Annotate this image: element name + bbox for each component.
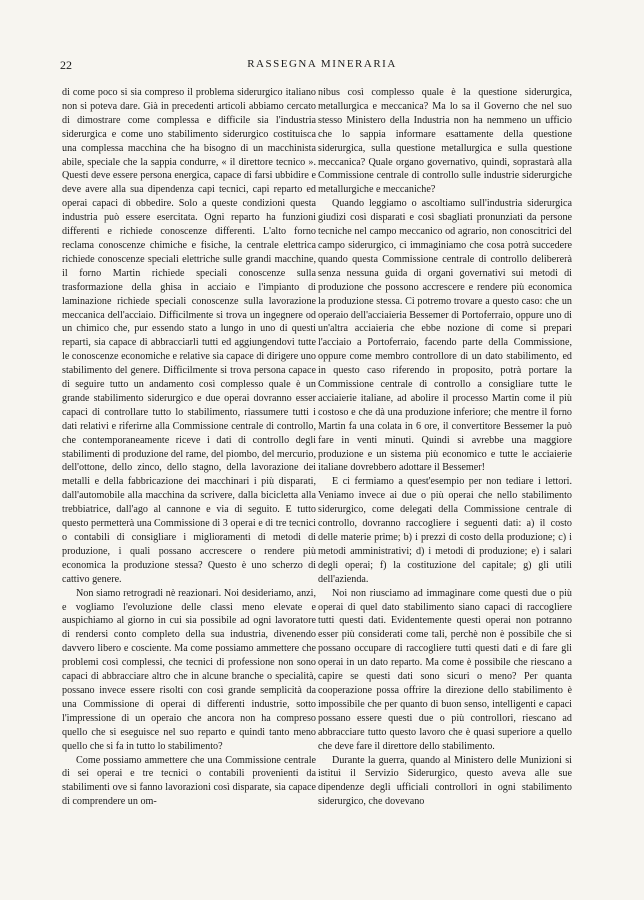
page-number: 22 [60, 58, 72, 72]
paragraph: Come possiamo ammettere che una Commissione centrale di sei operai e tre tecnici o contabili provenienti da stabilimenti ove si fanno lavorazioni così disparate, sia capace di comprendere un om- [62, 754, 316, 808]
paragraph: E ci fermiamo a quest'esempio per non tediare i lettori. Veniamo invece ai due o più operai che nello stabilimento siderurgico, come delegati della Commissione centrale di controllo, dovranno raccogliere i seguenti dati: a) il costo delle materie prime; b) i prezzi di costo della produzione; c) i metodi amministrativi; d) i metodi di produzione; e) i salari degli operai; f) la costituzione del capitale; g) gli utili dell'azienda. [318, 476, 572, 585]
paragraph: Noi non riusciamo ad immaginare come questi due o più operai di quel dato stabilimento siano capaci di raccogliere tutti questi dati. Evidentemente questi operai non potranno esser più considerati come tali, perchè non è possibile che si possano occupare di raccogliere tutti questi dati e di fare gli operai in un dato reparto. Ma come è possibile che riescano a capire se questi dati sono sicuri o meno? Per quanta cooperazione possa offrire la direzione dello stabilimento è impossibile che per quanto di buon senso, intelligenti e capaci possano essere questi due o più controllori, riescano ad abbracciare tutto questo lavoro che è quasi superiore a quello che deve fare il direttore dello stabilimento. [318, 587, 572, 752]
paragraph: nibus così complesso quale è la questione siderurgica, metallurgica e meccanica? Ma lo sa il Governo che nel suo stesso Ministero della Industria non ha nemmeno un ufficio che lo sappia informare esattamente della questione siderurgica, sulla questione metallurgica e sulla questione meccanica? Quale organo governativo, quindi, soprastarà alla Commissione centrale di controllo sulle industrie siderurgiche metallurgiche e meccaniche? [318, 87, 572, 196]
paragraph: di come poco si sia compreso il problema siderurgico italiano non si poteva dare. Già in precedenti articoli abbiamo cercato di dimostrare come complessa e difficile sia l'industria siderurgica e come uno stabilimento siderurgico costituisca una complessa macchina che ha bisogno di un macchinista abile, speciale che la sappia condurre, « il direttore tecnico ». Questi deve essere persona energica, capace di farsi ubbidire e deve avere alla sua dipendenza capi tecnici, capi reparto ed operai capaci di obbedire. Solo a queste condizioni questa industria può essere esercitata. Ogni reparto ha funzioni differenti e richiede conoscenze differenti. L'alto forno reclama conoscenze chimiche e fisiche, la centrale elettrica richiede conoscenze speciali elettriche sulle grandi macchine, il forno Martin richiede speciali conoscenze sulla trasformazione della ghisa in acciaio e l'impianto di laminazione richiede speciali conoscenze sulla lavorazione meccanica dell'acciaio. Difficilmente si trova un ingegnere od un chimico che, pur essendo stato a lungo in uno di questi reparti, sia capace di abbracciarli tutti ed aggiungendovi tutte le conoscenze economiche e relative sia capace di dirigere uno stabilimento del genere. Difficilmente si trova persona capace di seguire tutto un andamento così complesso quale è un grande stabilimento siderurgico e due operai dovranno esser capaci di controllare tutto lo stabilimento, riassumere tutti i dati relativi e riferirne alla Commissione centrale di controllo, che contemporaneamente riceve i dati di controllo degli stabilimenti di produzione del rame, del piombo, del mercurio, dell'ottone, dello zinco, dello stagno, della lavorazione dei metalli e della fabbricazione dei macchinari i più disparati, dall'automobile alla macchina da scrivere, dalla bicicletta alla trebbiatrice, dall'ago al cannone e via di seguito. E tutto questo permetterà una Commissione di 3 operai e di tre tecnici o contabili di consigliare i miglioramenti di metodi di produzione, i quali possano accrescere o rendere più economica la produzione stessa? Questo è uno scherzo di cattivo genere. [62, 87, 316, 585]
right-column [318, 86, 572, 809]
paragraph: Quando leggiamo o ascoltiamo sull'industria siderurgica giudizi così disparati e così sbagliati pronunziati da persone tecniche nel campo meccanico od agrario, non conoscitrici del campo siderurgico, ci immaginiamo che cosa potrà succedere quando questa Commissione centrale di controllo delibererà senza nessuna guida di organi governativi sui metodi di produzione che possono accrescere e rendere più economica la produzione stessa. Ci potremo trovare a questo caso: che un operaio dell'acciaieria Bessemer di Portoferraio, oppure uno di un'altra acciaieria che ebbe nozione di come si prepari l'acciaio a Portoferraio, facendo parte della Commissione, oppure come membro controllore di un dato stabilimento, ed in questo caso riferendo in proposito, potrà portare la Commissione centrale di controllo a consigliare tutte le acciaierie italiane, ad abolire il processo Martin come il più costoso e che dà una produzione inferiore; che mentre il forno Martin fa una colata in 6 ore, il convertitore Bessemer la può fare in venti minuti. Quindi si avrebbe una maggiore produzione e un sistema più economico e tutte le acciaierie italiane dovrebbero adottare il Bessemer! [318, 198, 572, 474]
running-title: RASSEGNA MINERARIA [247, 58, 397, 70]
left-column [62, 86, 316, 809]
paragraph: Non siamo retrogradi nè reazionari. Noi desideriamo, anzi, e vogliamo l'evoluzione delle classi meno elevate e auspichiamo al giorno in cui sia possibile ad ogni lavoratore di rendersi conto completo della sua industria, divenendo davvero libero e cosciente. Ma come possiamo ammettere che problemi così complessi, che tecnici di professione non sono capaci di abbracciare altro che in alcune branche o specialità, possano invece essere risolti con così grande semplicità da una Commissione di operai di differenti industrie, sotto l'impressione di un operaio che ancora non ha compreso quello che si eseguisce nel suo reparto e quindi tanto meno quello che si fa in tutto lo stabilimento? [62, 587, 316, 752]
paragraph: Durante la guerra, quando al Ministero delle Munizioni si istituì il Servizio Siderurgico, questo aveva alle sue dipendenze degli ufficiali controllori in ogni stabilimento siderurgico, che dovevano [318, 754, 572, 808]
